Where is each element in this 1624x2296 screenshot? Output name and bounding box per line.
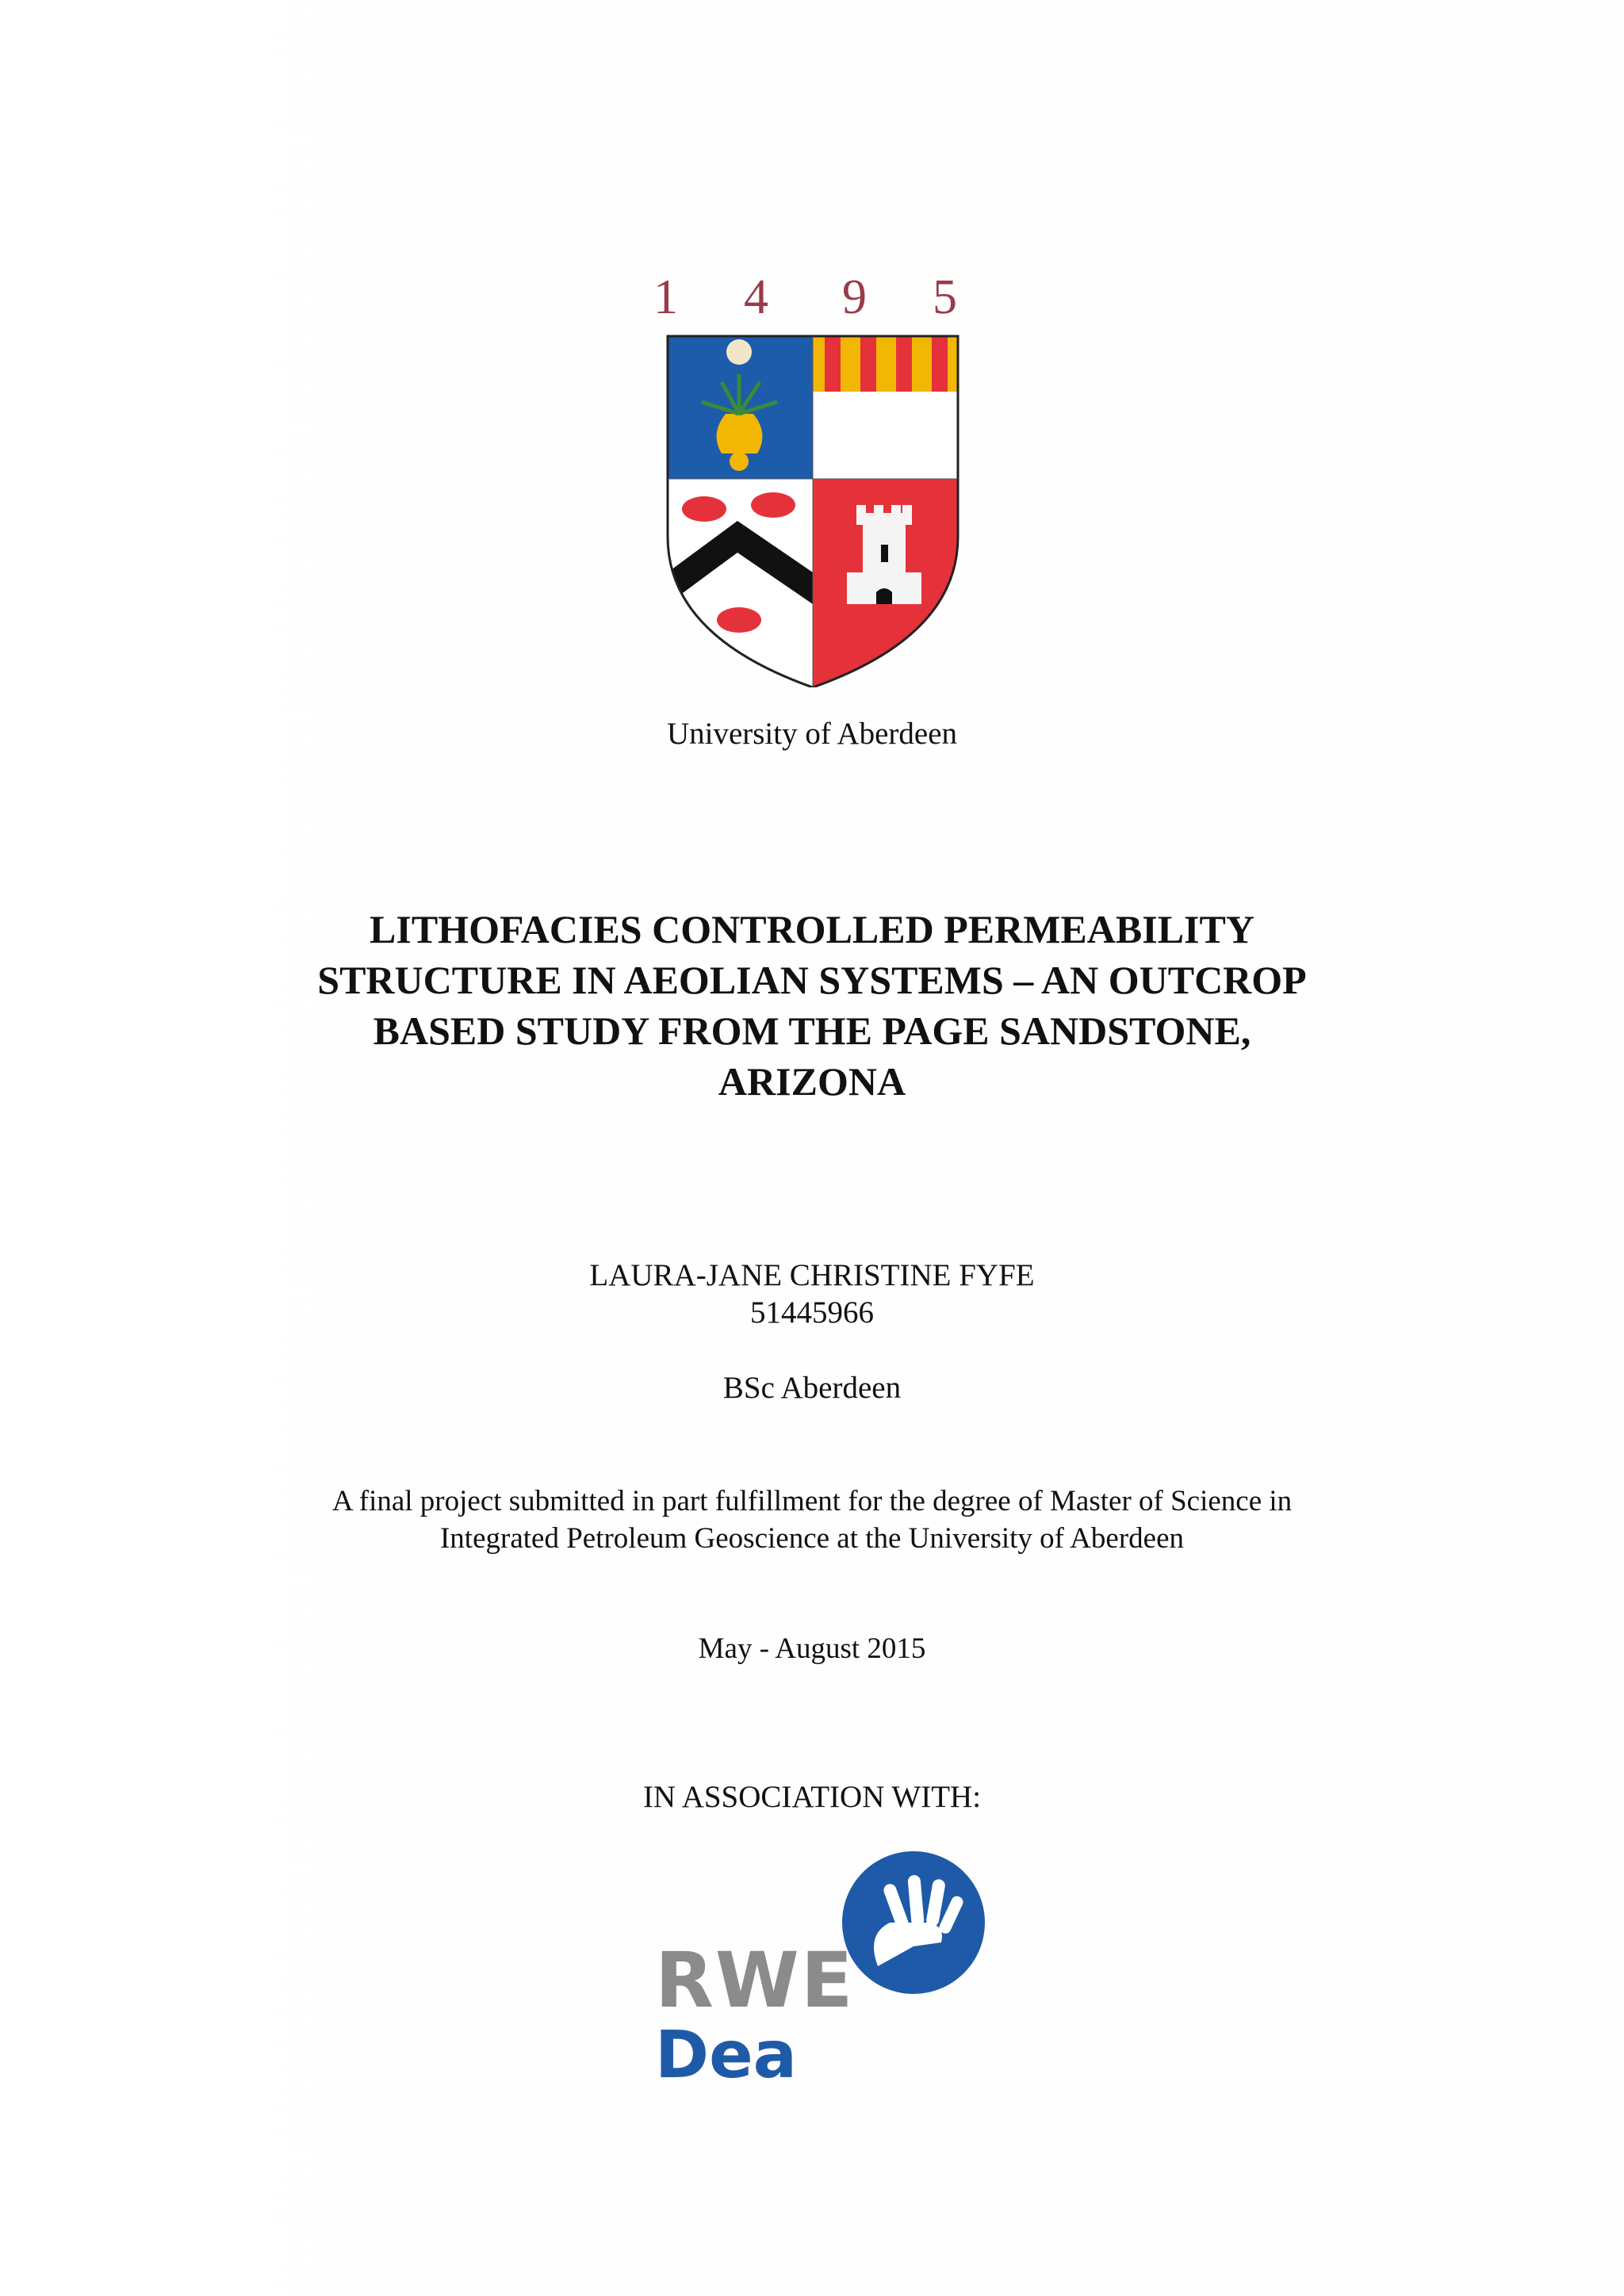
thesis-title <box>0 904 1624 1107</box>
submission-statement <box>0 1483 1624 1557</box>
sponsor-logo <box>650 1847 999 2101</box>
student-id: 51445966 <box>750 1295 874 1330</box>
prior-degree: BSc Aberdeen <box>722 1371 902 1405</box>
crest-year-digit: 4 <box>744 270 768 324</box>
submission-statement-line: Integrated Petroleum Geoscience at the University of Aberdeen <box>439 1522 1184 1555</box>
crest-year-digit: 9 <box>842 270 867 324</box>
thesis-title-line: STRUCTURE IN AEOLIAN SYSTEMS – AN OUTCROP <box>317 958 1307 1002</box>
submission-statement-line: A final project submitted in part fulfillment for the degree of Master of Science in <box>331 1485 1293 1517</box>
coat-of-arms-icon <box>666 335 959 687</box>
thesis-title-line: BASED STUDY FROM THE PAGE SANDSTONE, <box>373 1008 1251 1053</box>
university-name: University of Aberdeen <box>666 717 958 751</box>
rwe-dea-hand-icon <box>834 1847 993 1998</box>
author-name: LAURA-JANE CHRISTINE FYFE <box>589 1258 1035 1292</box>
sponsor-dea-text: Dea <box>655 2018 798 2093</box>
sponsor-rwe-text: RWE <box>655 1936 855 2025</box>
crest-year <box>649 270 966 325</box>
project-dates: May - August 2015 <box>698 1632 926 1665</box>
thesis-title-line: ARIZONA <box>718 1059 906 1104</box>
university-crest <box>649 270 966 690</box>
thesis-title-line: LITHOFACIES CONTROLLED PERMEABILITY <box>370 907 1254 951</box>
crest-year-digit: 5 <box>933 270 957 324</box>
association-label: IN ASSOCIATION WITH: <box>642 1780 982 1814</box>
crest-year-digit: 1 <box>653 270 678 324</box>
